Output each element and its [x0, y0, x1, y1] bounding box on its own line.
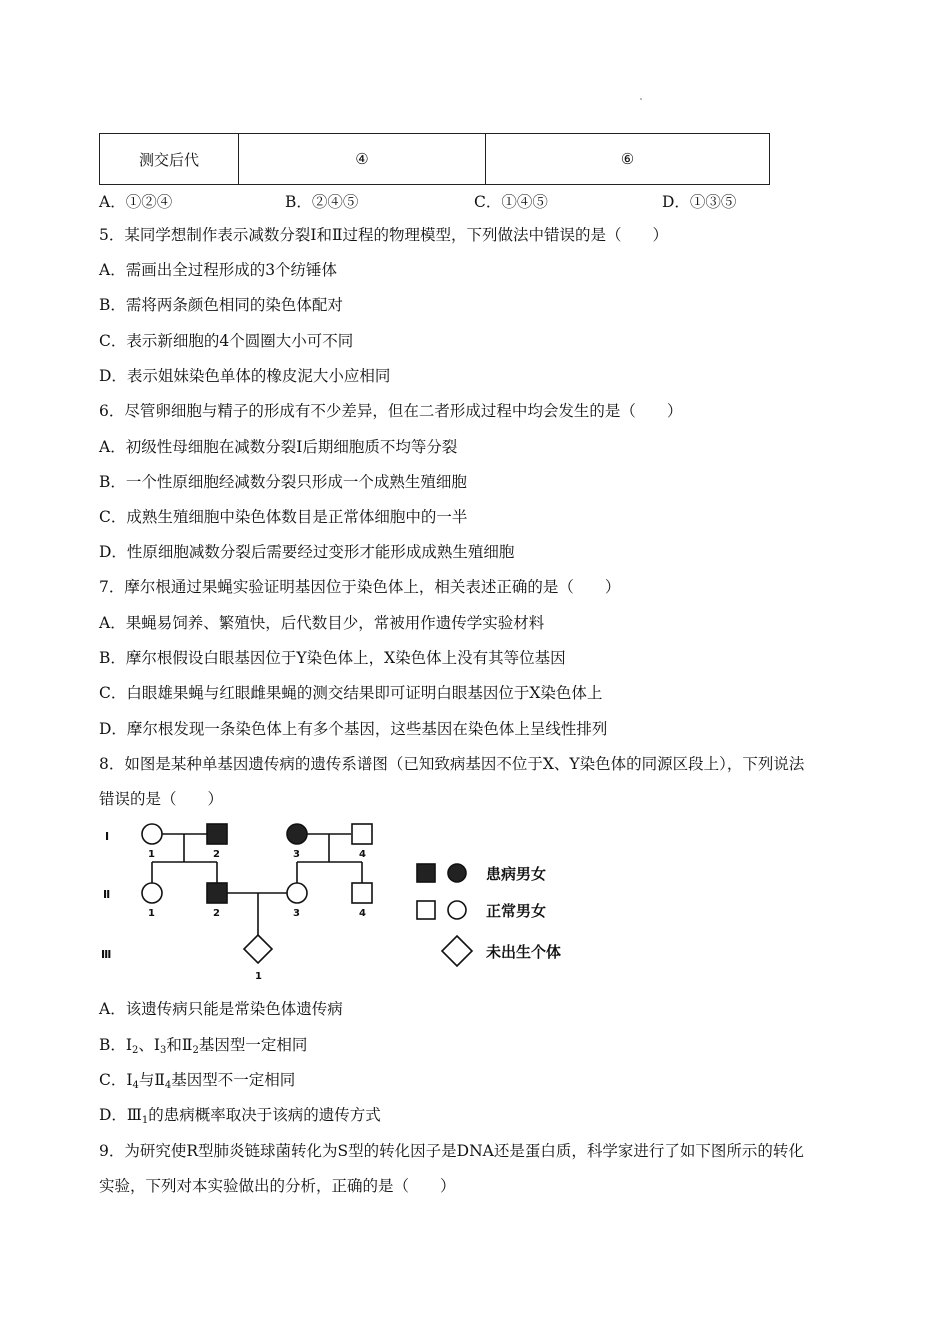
pedigree-iii1-unborn — [244, 935, 272, 963]
q5-option-c: C．表示新细胞的4个圆圈大小可不同 — [99, 332, 354, 350]
legend-normal-female-icon — [448, 901, 466, 919]
pedigree-i2-affected-male — [207, 824, 227, 844]
legend-affected-label: 患病男女 — [486, 865, 547, 883]
q8-stem-line1: 8．如图是某种单基因遗传病的遗传系谱图（已知致病基因不位于X、Y染色体的同源区段上），下列说法 — [99, 755, 805, 773]
pedigree-ii4-normal-male — [352, 883, 372, 903]
pedigree-number: 1 — [148, 849, 155, 860]
legend-affected-female-icon — [448, 864, 466, 882]
pedigree-number: 3 — [293, 849, 300, 860]
q8-stem-line2: 错误的是（ ） — [99, 790, 224, 808]
pedigree-number: 2 — [213, 849, 220, 860]
q6-stem: 6．尽管卵细胞与精子的形成有不少差异，但在二者形成过程中均会发生的是（ ） — [99, 402, 683, 420]
pedigree-number: 2 — [213, 908, 220, 919]
q6-option-c: C．成熟生殖细胞中染色体数目是正常体细胞中的一半 — [99, 508, 468, 526]
legend-unborn-icon — [442, 936, 472, 966]
pedigree-number: 4 — [359, 849, 366, 860]
q4-option-a: A．①②④ — [99, 193, 173, 211]
pedigree-ii3-normal-female — [287, 883, 307, 903]
q5-option-a: A．需画出全过程形成的3个纺锤体 — [99, 261, 338, 279]
q4-option-d: D．①③⑤ — [662, 193, 737, 211]
q5-stem: 5．某同学想制作表示减数分裂Ⅰ和Ⅱ过程的物理模型，下列做法中错误的是（ ） — [99, 226, 669, 244]
pedigree-number: 3 — [293, 908, 300, 919]
legend-normal-male-icon — [417, 901, 435, 919]
q6-option-a: A．初级性母细胞在减数分裂Ⅰ后期细胞质不均等分裂 — [99, 438, 458, 456]
legend-affected-male-icon — [417, 864, 435, 882]
q6-option-d: D．性原细胞减数分裂后需要经过变形才能形成成熟生殖细胞 — [99, 543, 515, 561]
pedigree-number: 4 — [359, 908, 366, 919]
q7-option-c: C．白眼雄果蝇与红眼雌果蝇的测交结果即可证明白眼基因位于X染色体上 — [99, 684, 603, 702]
table-cell-2: ⑥ — [486, 134, 770, 185]
pedigree-ii2-affected-male — [207, 883, 227, 903]
pedigree-i3-affected-female — [287, 824, 307, 844]
pedigree-number: 1 — [148, 908, 155, 919]
q9-stem-line1: 9．为研究使R型肺炎链球菌转化为S型的转化因子是DNA还是蛋白质，科学家进行了如下图所示的转化 — [99, 1142, 804, 1160]
legend-normal-label: 正常男女 — [486, 902, 547, 920]
pedigree-i4-normal-male — [352, 824, 372, 844]
q7-stem: 7．摩尔根通过果蝇实验证明基因位于染色体上，相关表述正确的是（ ） — [99, 578, 621, 596]
q8-option-b: B．$Ⅰ_2$、$Ⅰ_3$和$Ⅱ_2$基因型一定相同 — [99, 1036, 308, 1056]
pedigree-chart — [95, 815, 595, 990]
q8-option-a: A．该遗传病只能是常染色体遗传病 — [99, 1000, 343, 1018]
q7-option-d: D．摩尔根发现一条染色体上有多个基因，这些基因在染色体上呈线性排列 — [99, 720, 608, 738]
table-row-label: 测交后代 — [100, 134, 239, 185]
q4-option-c: C．①④⑤ — [474, 193, 548, 211]
legend-unborn-label: 未出生个体 — [486, 943, 562, 961]
q8-option-d: D．$Ⅲ_1$的患病概率取决于该病的遗传方式 — [99, 1106, 381, 1126]
q5-option-b: B．需将两条颜色相同的染色体配对 — [99, 296, 343, 314]
stray-dot — [640, 98, 642, 100]
table-cell-1: ④ — [239, 134, 486, 185]
q7-option-a: A．果蝇易饲养、繁殖快，后代数目少，常被用作遗传学实验材料 — [99, 614, 545, 632]
q5-option-d: D．表示姐妹染色单体的橡皮泥大小应相同 — [99, 367, 391, 385]
table-row — [100, 134, 770, 185]
generation-label-1: Ⅰ — [105, 830, 110, 843]
pedigree-number: 1 — [255, 971, 262, 982]
q9-stem-line2: 实验，下列对本实验做出的分析，正确的是（ ） — [99, 1177, 456, 1195]
generation-label-2: Ⅱ — [103, 888, 111, 901]
q7-option-b: B．摩尔根假设白眼基因位于Y染色体上，X染色体上没有其等位基因 — [99, 649, 566, 667]
q6-option-b: B．一个性原细胞经减数分裂只形成一个成熟生殖细胞 — [99, 473, 467, 491]
q8-option-c: C．$Ⅰ_4$与$Ⅱ_4$基因型不一定相同 — [99, 1071, 296, 1091]
pedigree-i1-normal-female — [142, 824, 162, 844]
q4-option-b: B．②④⑤ — [285, 193, 359, 211]
prev-question-table — [99, 133, 770, 185]
pedigree-ii1-normal-female — [142, 883, 162, 903]
generation-label-3: Ⅲ — [101, 948, 112, 961]
